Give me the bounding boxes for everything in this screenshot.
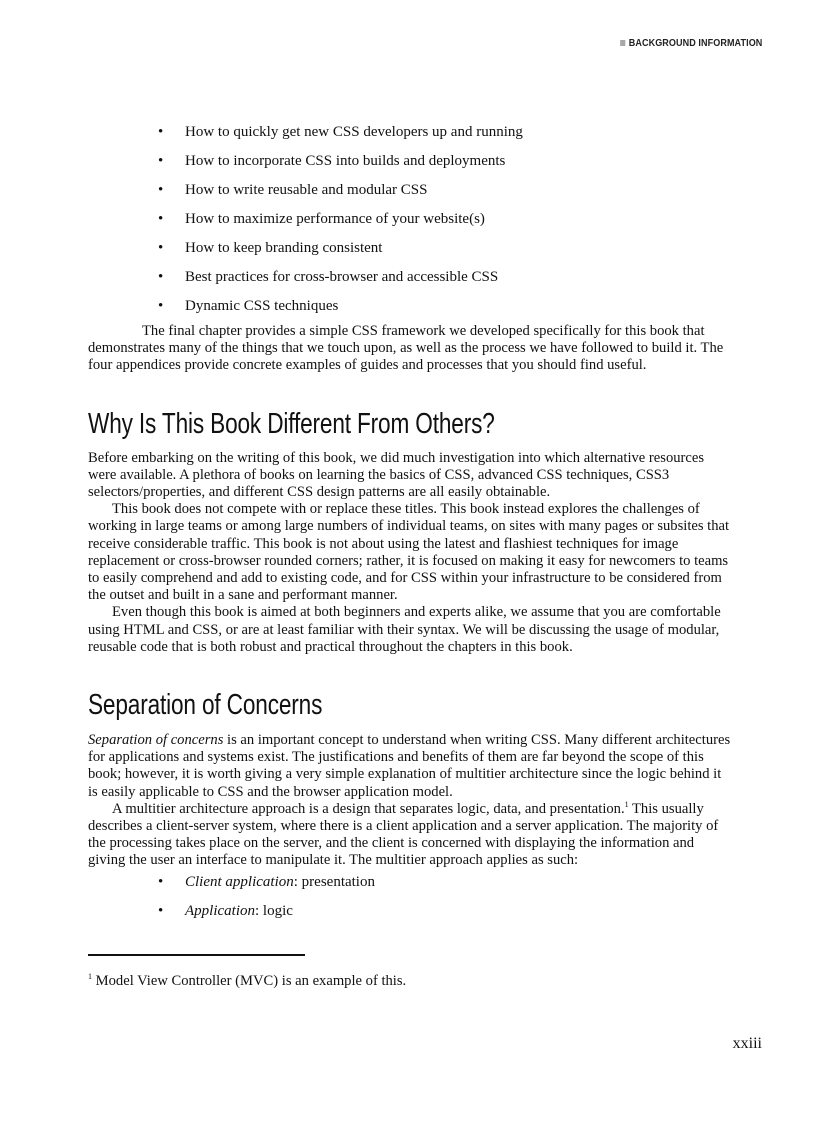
footnote-divider <box>88 954 305 956</box>
bullet-text: : logic <box>255 902 293 919</box>
bullet-list-top <box>88 120 733 323</box>
section-heading-why: Why Is This Book Different From Others? <box>88 407 495 440</box>
running-header-title: BACKGROUND INFORMATION <box>628 37 762 49</box>
running-header <box>620 37 762 49</box>
list-item: • How to incorporate CSS into builds and deployments <box>88 149 733 178</box>
intro-paragraph: The final chapter provides a simple CSS framework we developed specifically for this book that demonstrates many of the things that we touch upon, as well as the process we have followed to build it. The four appendices provide concrete examples of guides and processes that you should find useful. <box>88 323 724 374</box>
separation-paragraph-2-start: A multitier architecture approach is a design that separates logic, data, and presentation. <box>112 800 625 817</box>
page-content <box>88 120 733 928</box>
why-paragraph-2: This book does not compete with or replace these titles. This book instead explores the challenges of working in large teams or among large numbers of individual teams, on sites with many pages or subsites that receive considerable traffic. This book is not about using the latest and flashiest techniques for image replacement or cross-browser rounded corners; rather, it is focused on making it easy for newcomers to teams to easily comprehend and add to existing code, and for CSS within your infrastructure to be considered from the outset and built in a sane and performant manner. <box>88 501 730 604</box>
footnote-reference: 1 <box>624 800 629 809</box>
list-item <box>88 899 733 928</box>
term-separation-of-concerns: Separation of concerns <box>88 732 224 749</box>
header-square-marker <box>620 40 625 46</box>
separation-paragraph-2 <box>88 801 733 870</box>
bullet-text: : presentation <box>293 873 375 890</box>
list-item: • How to write reusable and modular CSS <box>88 178 733 207</box>
page-number: xxiii <box>732 1035 762 1052</box>
list-item: • How to keep branding consistent <box>88 236 733 265</box>
list-item <box>88 870 733 899</box>
why-paragraph-3: Even though this book is aimed at both beginners and experts alike, we assume that you are comfortable using HTML and CSS, or are at least familiar with their syntax. We will be discussing the usage of modular, reusable code that is both robust and practical throughout the chapters in this book. <box>88 604 721 655</box>
separation-paragraph-2-end: This usually describes a client-server system, where there is a client application and a server application. The majority of the processing takes place on the server, and the client is concerned with displaying the information and giving the user an interface to manipulate it. The multitier approach applies as such: <box>88 800 719 869</box>
separation-paragraph-1 <box>88 732 733 801</box>
list-item: • How to quickly get new CSS developers up and running <box>88 120 733 149</box>
list-item: • Dynamic CSS techniques <box>88 294 733 323</box>
why-paragraph-1: Before embarking on the writing of this book, we did much investigation into which alternative resources were available. A plethora of books on learning the basics of CSS, advanced CSS techniques, CSS3 selectors/properties, and different CSS design patterns are all easily obtainable. <box>88 449 705 501</box>
list-item: • How to maximize performance of your website(s) <box>88 207 733 236</box>
footnote-text: Model View Controller (MVC) is an example of this. <box>92 973 407 989</box>
list-item: • Best practices for cross-browser and accessible CSS <box>88 265 733 294</box>
bullet-term: Application <box>185 902 255 919</box>
footnote <box>88 973 406 990</box>
bullet-list-tiers <box>88 870 733 928</box>
bullet-term: Client application <box>185 873 294 890</box>
section-heading-separation: Separation of Concerns <box>88 689 323 722</box>
separation-paragraph-1-text: is an important concept to understand when writing CSS. Many different architectures for applications and systems exist. The justifications and benefits of them are far beyond the scope of this book; however, it is worth giving a very simple explanation of multitier architecture since the logic behind it is easily applicable to CSS and the browser application model. <box>88 732 731 800</box>
footnote-marker: 1 <box>88 972 92 982</box>
